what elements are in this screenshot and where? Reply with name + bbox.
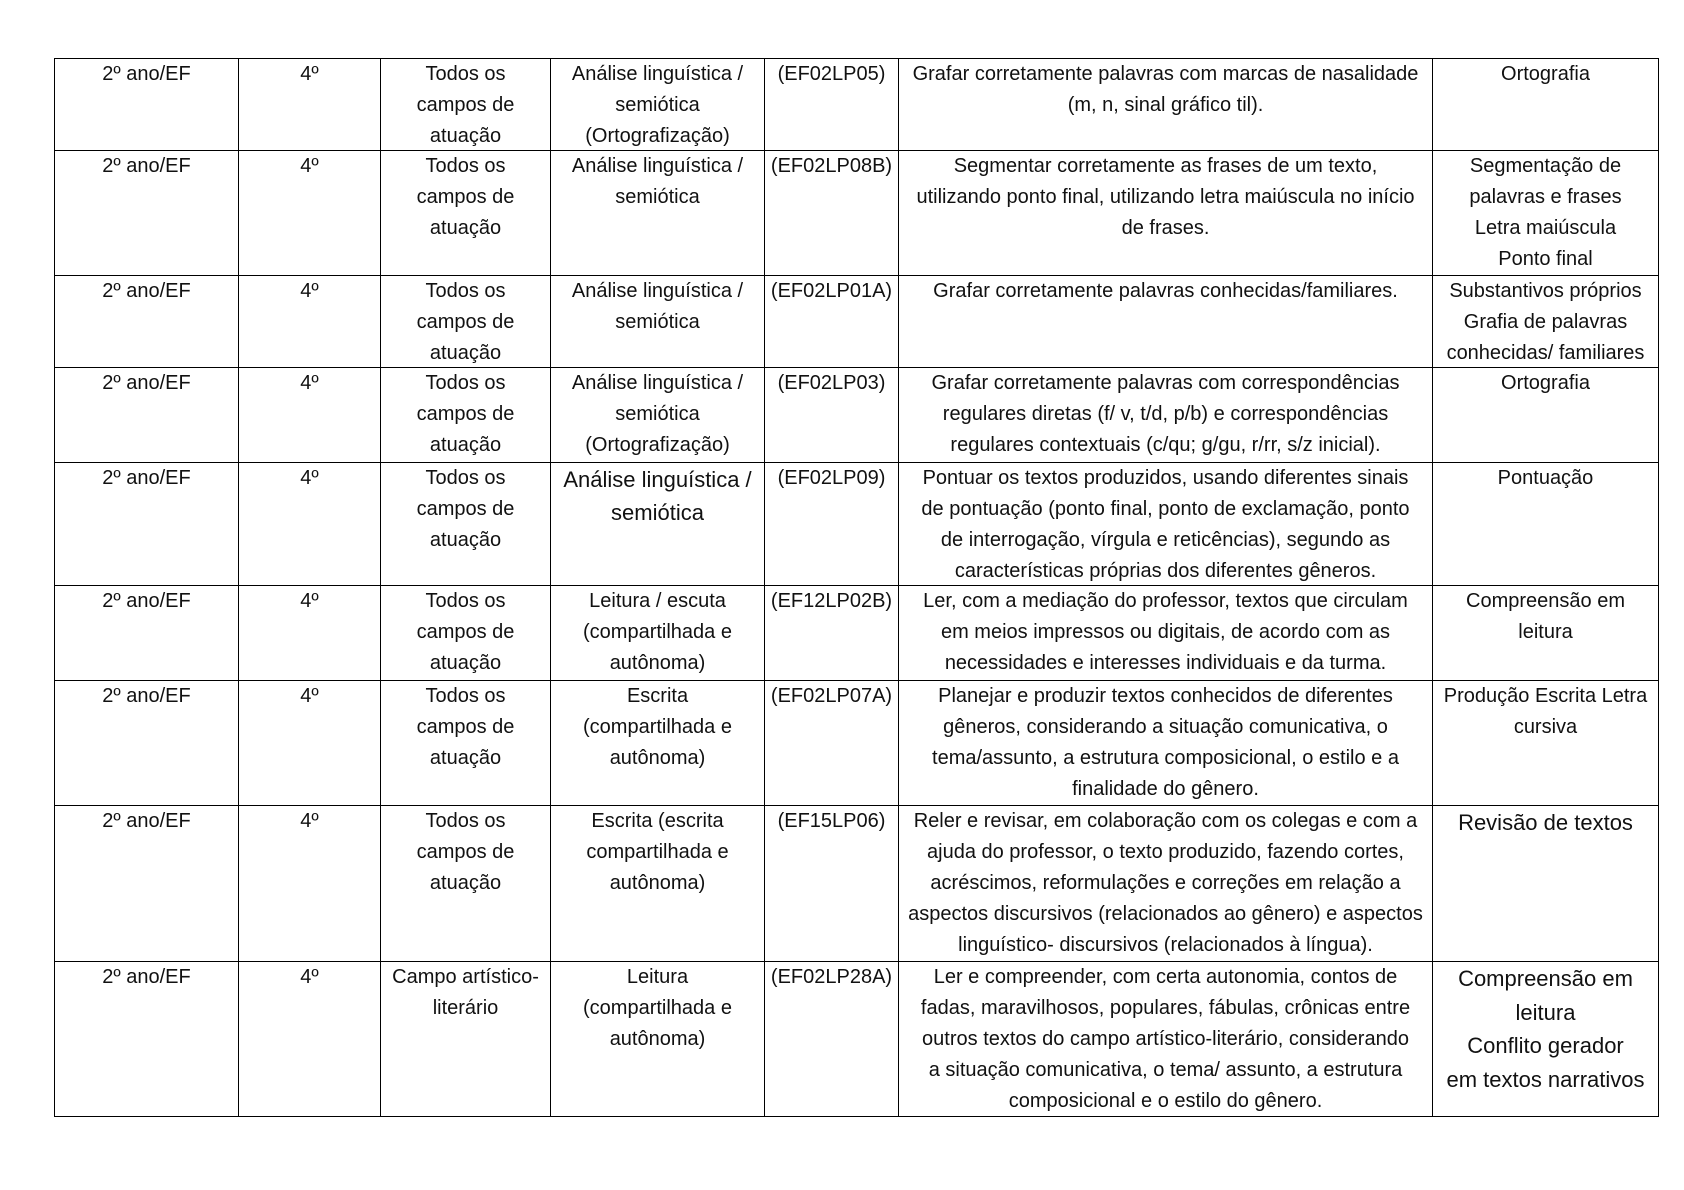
cell-pratica xyxy=(551,806,765,962)
cell-objeto-text: palavras e frases xyxy=(1469,186,1622,208)
cell-campo-text: atuação xyxy=(429,872,502,894)
cell-ano-text: 2º ano/EF xyxy=(102,810,191,832)
cell-campo-text: Todos os xyxy=(425,280,506,302)
cell-objeto-text: Compreensão em xyxy=(1458,966,1633,991)
cell-pratica-text: autônoma) xyxy=(609,747,706,769)
cell-bimestre xyxy=(239,368,381,463)
cell-descricao-text: Grafar corretamente palavras com marcas de nasalidade xyxy=(912,63,1419,85)
cell-pratica-text: (compartilhada e xyxy=(583,716,732,738)
cell-habilidade-text: (EF02LP01A) xyxy=(770,280,893,302)
cell-objeto-text: Produção Escrita Letra xyxy=(1443,685,1648,707)
cell-habilidade xyxy=(765,59,899,151)
cell-descricao-text: de frases. xyxy=(1121,217,1210,239)
cell-pratica-text: Análise linguística / xyxy=(571,372,744,394)
cell-pratica-text: Análise linguística / xyxy=(571,63,744,85)
cell-descricao-text: necessidades e interesses individuais e da turma. xyxy=(944,652,1387,674)
curriculum-table xyxy=(54,58,1659,1117)
cell-descricao-text: outros textos do campo artístico-literário, considerando xyxy=(922,1028,1409,1050)
cell-descricao-text: finalidade do gênero. xyxy=(1072,778,1259,800)
cell-objeto-text: conhecidas/ familiares xyxy=(1446,342,1645,364)
cell-habilidade xyxy=(765,463,899,586)
cell-ano-text: 2º ano/EF xyxy=(102,590,191,612)
cell-pratica-text: Análise linguística / xyxy=(563,467,752,492)
cell-ano-text: 2º ano/EF xyxy=(102,155,191,177)
cell-bimestre xyxy=(239,962,381,1117)
cell-objeto-text: Letra maiúscula xyxy=(1474,217,1617,239)
cell-pratica-text: semiótica xyxy=(615,94,700,116)
cell-campo-text: literário xyxy=(432,997,499,1019)
cell-objeto xyxy=(1433,586,1659,681)
cell-pratica-text: semiótica xyxy=(615,403,700,425)
cell-ano-text: 2º ano/EF xyxy=(102,467,191,489)
cell-pratica-text: autônoma) xyxy=(609,872,706,894)
cell-pratica-text: semiótica xyxy=(615,311,700,333)
cell-pratica xyxy=(551,59,765,151)
cell-habilidade-text: (EF02LP07A) xyxy=(770,685,893,707)
cell-bimestre-text: 4º xyxy=(300,966,319,988)
cell-bimestre xyxy=(239,681,381,806)
cell-descricao-text: Ler, com a mediação do professor, textos que circulam xyxy=(923,590,1408,612)
cell-descricao xyxy=(899,368,1433,463)
cell-pratica xyxy=(551,276,765,368)
cell-ano-text: 2º ano/EF xyxy=(102,280,191,302)
cell-bimestre xyxy=(239,463,381,586)
cell-habilidade-text: (EF15LP06) xyxy=(777,810,886,832)
cell-ano-text: 2º ano/EF xyxy=(102,372,191,394)
cell-campo xyxy=(381,681,551,806)
cell-descricao-text: aspectos discursivos (relacionados ao gênero) e aspectos xyxy=(908,903,1423,925)
cell-pratica xyxy=(551,151,765,276)
cell-habilidade xyxy=(765,586,899,681)
cell-ano xyxy=(55,276,239,368)
cell-descricao-text: Grafar corretamente palavras com correspondências xyxy=(931,372,1400,394)
cell-descricao-text: de interrogação, vírgula e reticências), segundo as xyxy=(940,529,1391,551)
cell-pratica-text: (Ortografização) xyxy=(585,125,730,147)
cell-pratica-text: Escrita xyxy=(626,685,689,707)
cell-ano-text: 2º ano/EF xyxy=(102,966,191,988)
cell-descricao-text: Segmentar corretamente as frases de um texto, xyxy=(953,155,1378,177)
cell-habilidade xyxy=(765,151,899,276)
cell-objeto-text: Ponto final xyxy=(1498,248,1593,270)
cell-campo xyxy=(381,962,551,1117)
cell-ano xyxy=(55,681,239,806)
cell-campo-text: atuação xyxy=(429,434,502,456)
cell-descricao xyxy=(899,151,1433,276)
cell-descricao xyxy=(899,962,1433,1117)
cell-pratica-text: autônoma) xyxy=(609,1028,706,1050)
cell-pratica xyxy=(551,962,765,1117)
cell-campo xyxy=(381,806,551,962)
cell-objeto-text: Compreensão em xyxy=(1466,590,1625,612)
cell-pratica-text: semiótica xyxy=(615,186,700,208)
cell-campo-text: Todos os xyxy=(425,155,506,177)
cell-campo-text: Todos os xyxy=(425,810,506,832)
cell-objeto-text: Ortografia xyxy=(1501,63,1590,85)
cell-objeto-text: leitura xyxy=(1515,999,1576,1025)
cell-descricao-text: regulares contextuais (c/qu; g/gu, r/rr, s/z inicial). xyxy=(950,434,1381,456)
cell-habilidade xyxy=(765,681,899,806)
cell-objeto-text: Conflito gerador xyxy=(1467,1033,1624,1058)
cell-bimestre-text: 4º xyxy=(300,63,319,85)
cell-campo-text: campos de xyxy=(416,311,515,333)
cell-pratica xyxy=(551,368,765,463)
cell-habilidade-text: (EF12LP02B) xyxy=(770,590,893,612)
cell-habilidade-text: (EF02LP28A) xyxy=(770,966,893,988)
cell-descricao-text: fadas, maravilhosos, populares, fábulas, crônicas entre xyxy=(920,997,1411,1019)
cell-bimestre xyxy=(239,151,381,276)
cell-pratica-text: (compartilhada e xyxy=(583,997,732,1019)
cell-descricao-text: tema/assunto, a estrutura composicional, o estilo e a xyxy=(932,747,1399,769)
cell-campo-text: atuação xyxy=(429,747,502,769)
cell-descricao-text: em meios impressos ou digitais, de acordo com as xyxy=(940,621,1391,643)
cell-objeto-text: Grafia de palavras xyxy=(1463,311,1628,333)
cell-descricao-text: Grafar corretamente palavras conhecidas/familiares. xyxy=(933,280,1398,302)
cell-campo-text: Todos os xyxy=(425,372,506,394)
cell-descricao xyxy=(899,681,1433,806)
cell-pratica-text: semiótica xyxy=(611,500,704,525)
cell-descricao-text: composicional e o estilo do gênero. xyxy=(1008,1090,1323,1112)
cell-descricao xyxy=(899,806,1433,962)
cell-habilidade-text: (EF02LP09) xyxy=(777,467,886,489)
cell-campo-text: atuação xyxy=(429,342,502,364)
cell-bimestre-text: 4º xyxy=(300,810,319,832)
cell-objeto xyxy=(1433,59,1659,151)
cell-pratica-text: Leitura / escuta xyxy=(589,590,726,612)
cell-objeto-text: Pontuação xyxy=(1497,467,1594,489)
cell-bimestre-text: 4º xyxy=(300,685,319,707)
cell-ano xyxy=(55,962,239,1117)
cell-campo xyxy=(381,368,551,463)
cell-ano xyxy=(55,463,239,586)
cell-descricao-text: Pontuar os textos produzidos, usando diferentes sinais xyxy=(922,467,1409,489)
cell-campo xyxy=(381,276,551,368)
cell-descricao-text: de pontuação (ponto final, ponto de exclamação, ponto xyxy=(921,498,1410,520)
cell-habilidade xyxy=(765,368,899,463)
cell-objeto-text: Revisão de textos xyxy=(1458,810,1633,835)
cell-descricao-text: características próprias dos diferentes gêneros. xyxy=(954,560,1377,582)
cell-campo-text: Todos os xyxy=(425,63,506,85)
cell-habilidade-text: (EF02LP08B) xyxy=(770,155,893,177)
cell-descricao xyxy=(899,463,1433,586)
cell-pratica xyxy=(551,586,765,681)
cell-bimestre xyxy=(239,586,381,681)
cell-objeto xyxy=(1433,368,1659,463)
cell-pratica-text: Leitura xyxy=(626,966,689,988)
cell-campo xyxy=(381,586,551,681)
cell-campo-text: Todos os xyxy=(425,685,506,707)
cell-objeto-text: Substantivos próprios xyxy=(1449,280,1642,302)
cell-habilidade xyxy=(765,962,899,1117)
cell-ano-text: 2º ano/EF xyxy=(102,63,191,85)
cell-objeto xyxy=(1433,681,1659,806)
cell-pratica-text: (Ortografização) xyxy=(585,434,730,456)
cell-objeto xyxy=(1433,463,1659,586)
cell-ano xyxy=(55,806,239,962)
cell-objeto-text: Ortografia xyxy=(1501,372,1590,394)
cell-descricao-text: utilizando ponto final, utilizando letra maiúscula no início xyxy=(916,186,1415,208)
cell-bimestre xyxy=(239,276,381,368)
cell-campo xyxy=(381,463,551,586)
cell-ano xyxy=(55,151,239,276)
cell-campo-text: Todos os xyxy=(425,590,506,612)
cell-objeto-text: leitura xyxy=(1518,621,1573,643)
cell-campo-text: atuação xyxy=(429,217,502,239)
cell-pratica-text: autônoma) xyxy=(609,652,706,674)
cell-campo-text: campos de xyxy=(416,403,515,425)
cell-habilidade xyxy=(765,276,899,368)
cell-descricao-text: (m, n, sinal gráfico til). xyxy=(1067,94,1264,116)
cell-descricao-text: linguístico- discursivos (relacionados à língua). xyxy=(958,934,1373,956)
cell-bimestre-text: 4º xyxy=(300,280,319,302)
cell-habilidade-text: (EF02LP05) xyxy=(777,63,886,85)
cell-habilidade-text: (EF02LP03) xyxy=(777,372,886,394)
cell-objeto-text: em textos narrativos xyxy=(1446,1066,1645,1092)
cell-descricao-text: gêneros, considerando a situação comunicativa, o xyxy=(943,716,1388,738)
cell-descricao-text: regulares diretas (f/ v, t/d, p/b) e correspondências xyxy=(942,403,1389,425)
cell-descricao xyxy=(899,586,1433,681)
cell-objeto-text: Segmentação de xyxy=(1469,155,1622,177)
cell-bimestre xyxy=(239,806,381,962)
cell-pratica-text: Análise linguística / xyxy=(571,280,744,302)
cell-descricao-text: ajuda do professor, o texto produzido, fazendo cortes, xyxy=(927,841,1404,863)
cell-campo-text: atuação xyxy=(429,652,502,674)
cell-campo-text: campos de xyxy=(416,621,515,643)
cell-descricao-text: Ler e compreender, com certa autonomia, contos de xyxy=(933,966,1398,988)
cell-ano-text: 2º ano/EF xyxy=(102,685,191,707)
cell-bimestre-text: 4º xyxy=(300,467,319,489)
cell-campo-text: campos de xyxy=(416,186,515,208)
cell-habilidade xyxy=(765,806,899,962)
cell-pratica-text: Análise linguística / xyxy=(571,155,744,177)
cell-descricao-text: Planejar e produzir textos conhecidos de diferentes xyxy=(938,685,1393,707)
cell-campo-text: atuação xyxy=(429,529,502,551)
cell-descricao-text: a situação comunicativa, o tema/ assunto, a estrutura xyxy=(928,1059,1403,1081)
cell-campo-text: Todos os xyxy=(425,467,506,489)
cell-descricao-text: Reler e revisar, em colaboração com os colegas e com a xyxy=(913,810,1418,832)
cell-objeto xyxy=(1433,806,1659,962)
cell-objeto xyxy=(1433,962,1659,1117)
cell-ano xyxy=(55,586,239,681)
cell-pratica-text: Escrita (escrita xyxy=(591,810,724,832)
cell-campo xyxy=(381,151,551,276)
cell-campo-text: campos de xyxy=(416,94,515,116)
cell-pratica xyxy=(551,463,765,586)
cell-pratica xyxy=(551,681,765,806)
cell-ano xyxy=(55,368,239,463)
cell-campo-text: campos de xyxy=(416,841,515,863)
cell-campo-text: atuação xyxy=(429,125,502,147)
cell-bimestre-text: 4º xyxy=(300,372,319,394)
cell-descricao xyxy=(899,59,1433,151)
cell-bimestre-text: 4º xyxy=(300,590,319,612)
cell-ano xyxy=(55,59,239,151)
cell-pratica-text: (compartilhada e xyxy=(583,621,732,643)
cell-bimestre-text: 4º xyxy=(300,155,319,177)
cell-campo xyxy=(381,59,551,151)
cell-bimestre xyxy=(239,59,381,151)
cell-objeto-text: cursiva xyxy=(1513,716,1578,738)
cell-objeto xyxy=(1433,151,1659,276)
cell-objeto xyxy=(1433,276,1659,368)
cell-campo-text: campos de xyxy=(416,498,515,520)
cell-pratica-text: compartilhada e xyxy=(586,841,729,863)
cell-descricao-text: acréscimos, reformulações e correções em relação a xyxy=(930,872,1401,894)
cell-descricao xyxy=(899,276,1433,368)
cell-campo-text: campos de xyxy=(416,716,515,738)
cell-campo-text: Campo artístico- xyxy=(392,966,539,988)
